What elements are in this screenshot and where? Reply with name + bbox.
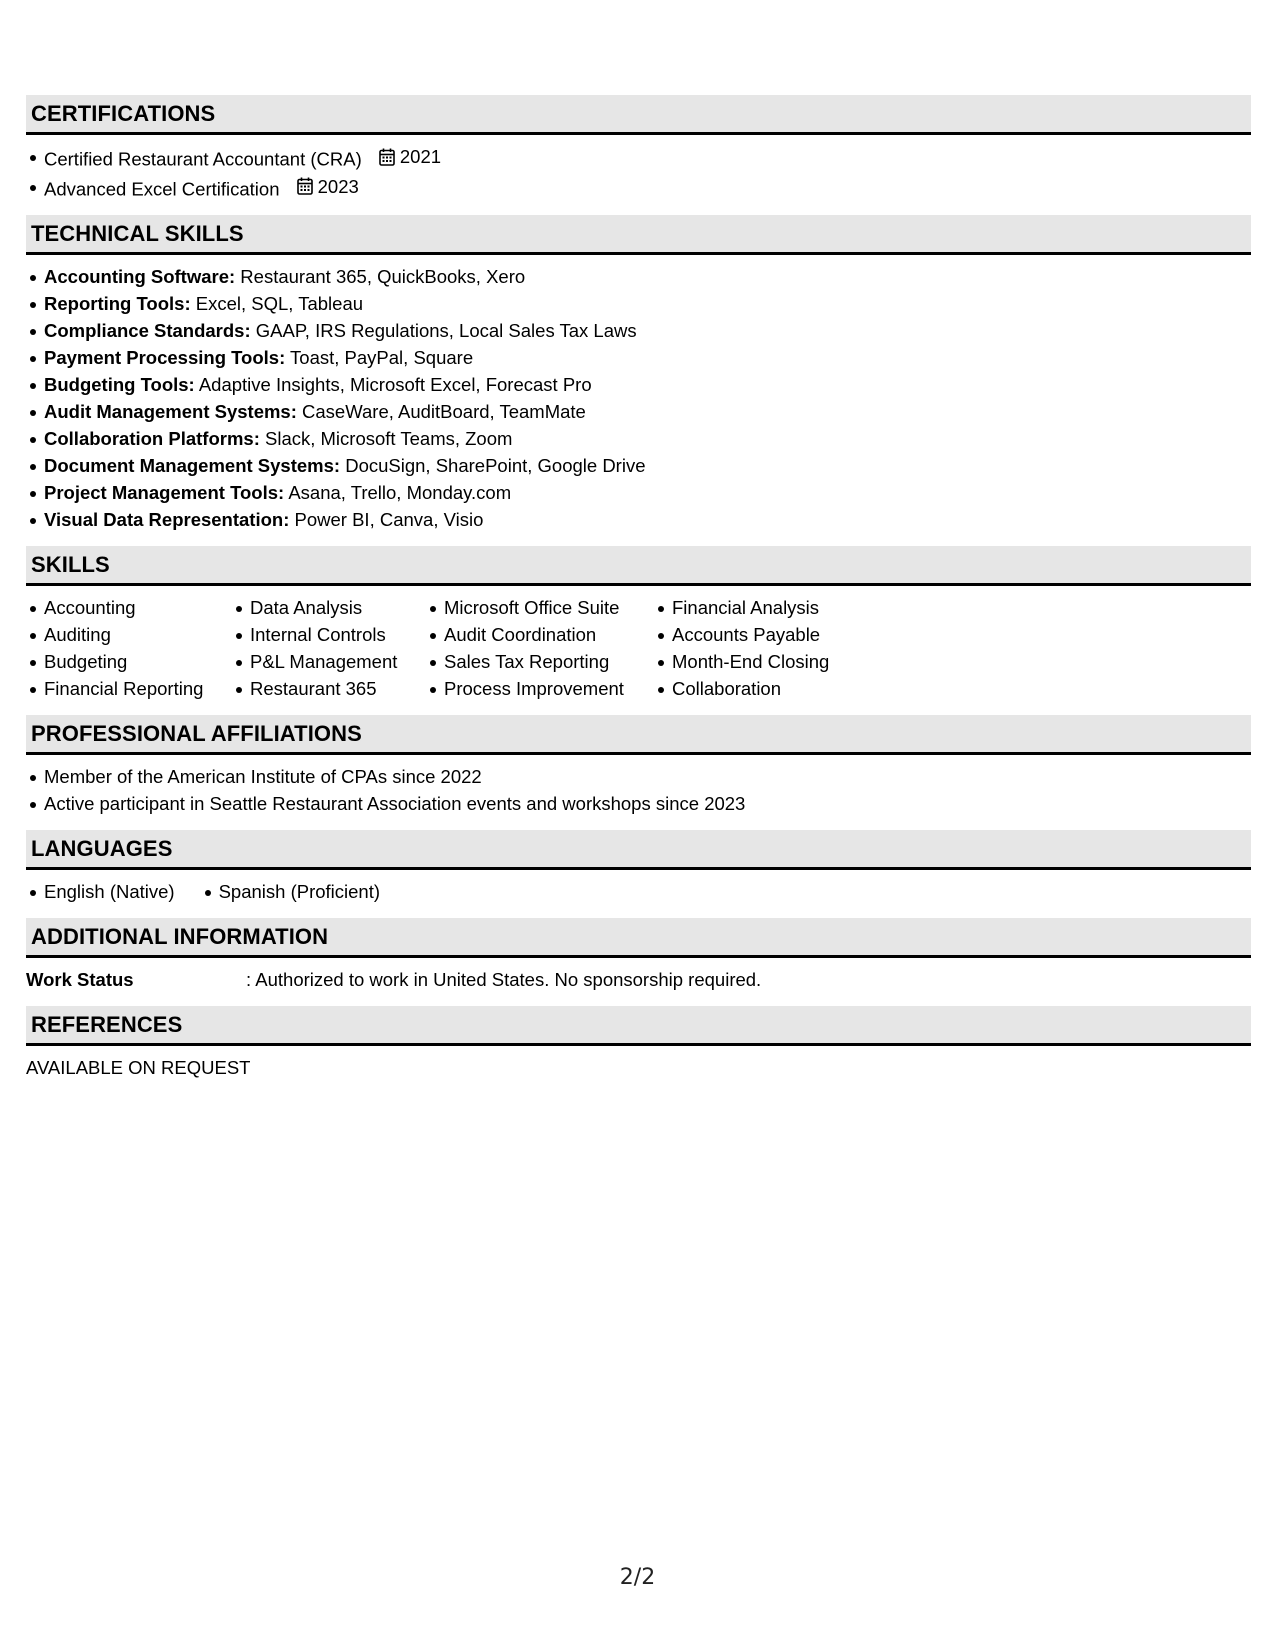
certification-year: 2021	[399, 146, 442, 167]
page-number: 2/2	[619, 1565, 656, 1590]
references-text: AVAILABLE ON REQUEST	[26, 1057, 251, 1078]
technical-skill-label: Payment Processing Tools:	[44, 347, 286, 368]
skills-column	[232, 594, 426, 702]
references-section	[26, 1006, 1251, 1081]
skills-grid	[26, 586, 1251, 702]
skill-item: Microsoft Office Suite	[444, 594, 654, 621]
technical-skill-value: Power BI, Canva, Visio	[289, 509, 484, 530]
technical-skill-label: Audit Management Systems:	[44, 401, 297, 422]
language-item: Spanish (Proficient)	[219, 878, 380, 905]
skills-column	[654, 594, 854, 702]
skills-column	[26, 594, 232, 702]
skill-item: Accounting	[44, 594, 232, 621]
technical-skill-item	[44, 506, 1251, 533]
additional-info-header	[26, 918, 1251, 958]
technical-skill-label: Visual Data Representation:	[44, 509, 290, 530]
technical-skill-item	[44, 371, 1251, 398]
skill-item: Sales Tax Reporting	[444, 648, 654, 675]
skills-section	[26, 546, 1251, 702]
technical-skill-value: GAAP, IRS Regulations, Local Sales Tax Laws	[250, 320, 637, 341]
certification-name: Certified Restaurant Accountant (CRA)	[44, 148, 362, 170]
affiliation-item: Active participant in Seattle Restaurant Association events and workshops since 2023	[44, 790, 1251, 817]
certifications-list	[26, 135, 1251, 202]
skill-item: Budgeting	[44, 648, 232, 675]
skill-item: P&L Management	[250, 648, 426, 675]
technical-skill-label: Project Management Tools:	[44, 482, 285, 503]
certifications-section	[26, 95, 1251, 202]
affiliations-section	[26, 715, 1251, 817]
technical-skills-list	[26, 255, 1251, 533]
calendar-icon	[297, 177, 313, 195]
technical-skill-item	[44, 398, 1251, 425]
skill-item: Auditing	[44, 621, 232, 648]
work-status-value: : Authorized to work in United States. No sponsorship required.	[246, 969, 762, 990]
additional-info-title: ADDITIONAL INFORMATION	[31, 924, 329, 949]
affiliations-header	[26, 715, 1251, 755]
technical-skill-item	[44, 344, 1251, 371]
certification-date	[297, 173, 359, 200]
technical-skill-value: DocuSign, SharePoint, Google Drive	[340, 455, 646, 476]
technical-skill-label: Reporting Tools:	[44, 293, 191, 314]
technical-skill-item	[44, 425, 1251, 452]
languages-header	[26, 830, 1251, 870]
skill-item: Month-End Closing	[672, 648, 854, 675]
work-status-row	[26, 958, 1251, 993]
technical-skill-label: Compliance Standards:	[44, 320, 251, 341]
skill-item: Accounts Payable	[672, 621, 854, 648]
calendar-icon	[379, 148, 395, 166]
technical-skill-label: Document Management Systems:	[44, 455, 341, 476]
resume-page	[26, 95, 1251, 1094]
skill-item: Financial Analysis	[672, 594, 854, 621]
skill-item: Collaboration	[672, 675, 854, 702]
technical-skill-label: Accounting Software:	[44, 266, 236, 287]
languages-list	[26, 870, 1251, 905]
technical-skills-title: TECHNICAL SKILLS	[31, 221, 244, 246]
technical-skill-label: Collaboration Platforms:	[44, 428, 260, 449]
references-title: REFERENCES	[31, 1012, 183, 1037]
affiliation-item: Member of the American Institute of CPAs since 2022	[44, 763, 1251, 790]
technical-skill-value: Adaptive Insights, Microsoft Excel, Forecast Pro	[194, 374, 592, 395]
technical-skill-item	[44, 452, 1251, 479]
technical-skill-value: Toast, PayPal, Square	[285, 347, 474, 368]
technical-skill-item	[44, 263, 1251, 290]
technical-skill-value: Excel, SQL, Tableau	[190, 293, 364, 314]
skill-item: Internal Controls	[250, 621, 426, 648]
technical-skill-value: Restaurant 365, QuickBooks, Xero	[235, 266, 526, 287]
skill-item: Process Improvement	[444, 675, 654, 702]
technical-skill-item	[44, 290, 1251, 317]
work-status-label: Work Status	[26, 969, 134, 990]
additional-info-section	[26, 918, 1251, 993]
skill-item: Financial Reporting	[44, 675, 232, 702]
technical-skill-label: Budgeting Tools:	[44, 374, 195, 395]
certification-name: Advanced Excel Certification	[44, 178, 280, 199]
certification-date	[379, 143, 441, 170]
certifications-header	[26, 95, 1251, 135]
technical-skill-value: Slack, Microsoft Teams, Zoom	[259, 428, 513, 449]
technical-skill-value: Asana, Trello, Monday.com	[284, 482, 512, 503]
skills-title: SKILLS	[31, 552, 110, 577]
language-item: English (Native)	[44, 878, 175, 905]
languages-title: LANGUAGES	[31, 836, 173, 861]
affiliations-list	[26, 755, 1251, 817]
references-header	[26, 1006, 1251, 1046]
technical-skills-section	[26, 215, 1251, 533]
certification-item	[44, 143, 1251, 173]
certification-year: 2023	[317, 175, 359, 197]
technical-skill-item	[44, 317, 1251, 344]
skill-item: Data Analysis	[250, 594, 426, 621]
skills-column	[426, 594, 654, 702]
technical-skills-header	[26, 215, 1251, 255]
certification-item	[44, 173, 1251, 203]
technical-skill-item	[44, 479, 1251, 506]
skills-header	[26, 546, 1251, 586]
technical-skill-value: CaseWare, AuditBoard, TeamMate	[296, 401, 586, 422]
skill-item: Restaurant 365	[250, 675, 426, 702]
languages-section	[26, 830, 1251, 905]
skill-item: Audit Coordination	[444, 621, 654, 648]
affiliations-title: PROFESSIONAL AFFILIATIONS	[31, 721, 362, 746]
certifications-title: CERTIFICATIONS	[31, 101, 216, 126]
